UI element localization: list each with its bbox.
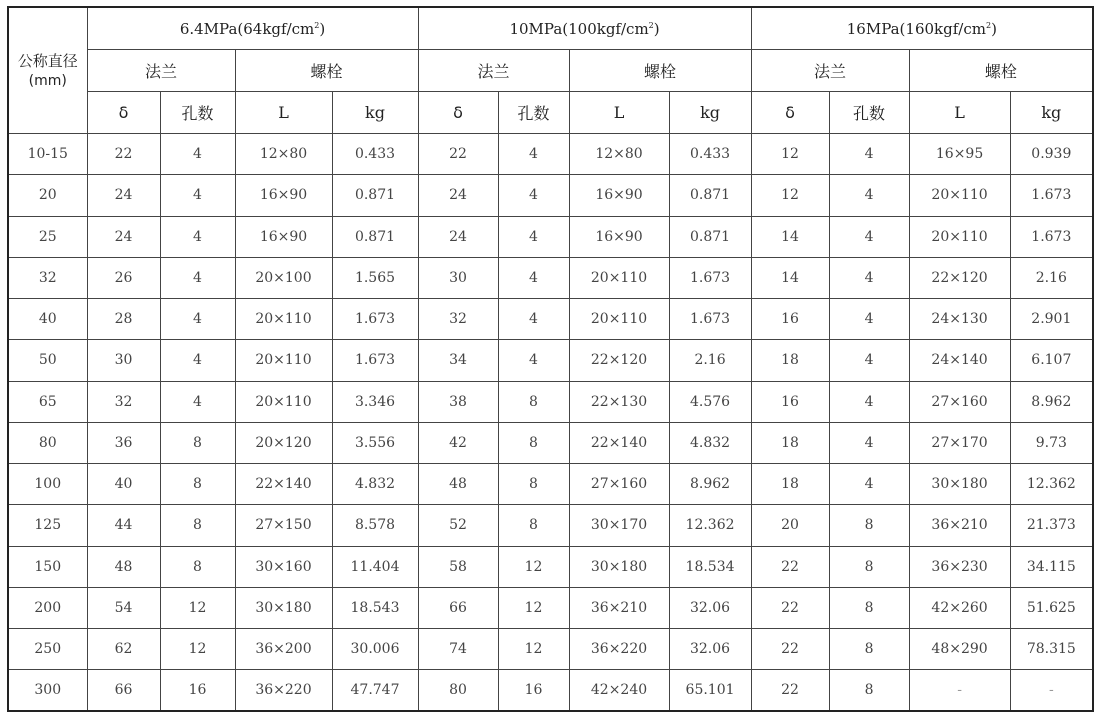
bolt-length-cell: 24×140 [909,340,1010,381]
hole-count-cell: 4 [498,299,569,340]
flange-thickness-cell: 66 [418,587,498,628]
hole-count-cell: 12 [498,546,569,587]
nominal-diameter-label: 公称直径 [17,51,78,70]
table-row [8,175,1093,216]
flange-thickness-cell: 24 [418,175,498,216]
flange-thickness-cell: 22 [751,670,829,711]
bolt-length-cell: 12×80 [235,134,332,175]
flange-thickness-cell: 28 [87,299,160,340]
flange-thickness-cell: 26 [87,257,160,298]
bolt-length-cell: 27×160 [909,381,1010,422]
bolt-length-cell: 22×130 [569,381,669,422]
pressure-class-exponent: 2 [648,20,654,30]
bolt-weight-cell: 9.73 [1010,422,1093,463]
pressure-class-header-2 [418,7,751,50]
hole-count-cell: 4 [829,422,909,463]
bolt-weight-cell: 1.673 [332,340,418,381]
bolt-length-cell: 27×160 [569,464,669,505]
flange-thickness-cell: 38 [418,381,498,422]
hole-count-cell: 8 [498,381,569,422]
bolt-weight-cell: 2.16 [1010,257,1093,298]
bolt-length-cell: 36×230 [909,546,1010,587]
bolt-weight-cell: 47.747 [332,670,418,711]
hole-count-cell: 4 [160,257,235,298]
bolt-length-cell: 16×95 [909,134,1010,175]
hole-count-cell: 4 [160,299,235,340]
flange-thickness-cell: 44 [87,505,160,546]
flange-thickness-cell: 16 [751,381,829,422]
bolt-weight-cell: 2.901 [1010,299,1093,340]
flange-thickness-cell: 22 [418,134,498,175]
table-row [8,422,1093,463]
bolt-length-header: L [569,92,669,134]
bolt-length-cell: 20×110 [235,299,332,340]
hole-count-cell: 4 [498,257,569,298]
bolt-length-header: L [235,92,332,134]
flange-header: 法兰 [751,50,909,92]
thickness-header: δ [418,92,498,134]
bolt-length-cell: 22×140 [235,464,332,505]
flange-thickness-cell: 18 [751,340,829,381]
bolt-weight-cell: 32.06 [669,587,751,628]
nominal-diameter-cell: 10-15 [8,134,87,175]
flange-thickness-cell: 24 [87,175,160,216]
flange-thickness-cell: 12 [751,175,829,216]
flange-thickness-cell: 12 [751,134,829,175]
bolt-weight-cell: 65.101 [669,670,751,711]
hole-count-cell: 8 [498,422,569,463]
nominal-diameter-cell: 20 [8,175,87,216]
bolt-length-cell: 36×210 [909,505,1010,546]
bolt-length-cell: 30×180 [569,546,669,587]
bolt-length-cell: 36×220 [235,670,332,711]
bolt-weight-cell: 34.115 [1010,546,1093,587]
flange-thickness-cell: 62 [87,629,160,670]
bolt-weight-cell: 2.16 [669,340,751,381]
hole-count-cell: 8 [829,546,909,587]
table-row [8,216,1093,257]
table-row [8,670,1093,711]
bolt-length-cell: 30×180 [909,464,1010,505]
flange-thickness-cell: 16 [751,299,829,340]
bolt-length-cell: 36×210 [569,587,669,628]
bolt-weight-cell: 1.565 [332,257,418,298]
table-row [8,629,1093,670]
bolt-length-cell: 12×80 [569,134,669,175]
hole-count-header: 孔数 [160,92,235,134]
nominal-diameter-cell: 50 [8,340,87,381]
bolt-weight-cell: 1.673 [669,257,751,298]
hole-count-cell: 4 [829,216,909,257]
nominal-diameter-cell: 150 [8,546,87,587]
bolt-length-cell: 20×110 [569,299,669,340]
bolt-length-cell: 48×290 [909,629,1010,670]
flange-thickness-cell: 54 [87,587,160,628]
flange-thickness-cell: 48 [418,464,498,505]
bolt-weight-cell: 51.625 [1010,587,1093,628]
bolt-weight-cell: 32.06 [669,629,751,670]
flange-thickness-cell: 74 [418,629,498,670]
thickness-header: δ [751,92,829,134]
bolt-length-cell: 36×220 [569,629,669,670]
nominal-diameter-cell: 125 [8,505,87,546]
bolt-weight-header: kg [669,92,751,134]
bolt-weight-cell: 8.578 [332,505,418,546]
flange-thickness-cell: 14 [751,257,829,298]
hole-count-cell: 4 [160,134,235,175]
flange-thickness-cell: 66 [87,670,160,711]
flange-thickness-cell: 22 [751,546,829,587]
table-row [8,299,1093,340]
flange-thickness-cell: 32 [418,299,498,340]
flange-thickness-cell: 22 [751,587,829,628]
flange-thickness-cell: 52 [418,505,498,546]
hole-count-cell: 8 [829,670,909,711]
hole-count-cell: 4 [160,381,235,422]
bolt-weight-cell: 3.346 [332,381,418,422]
bolt-weight-cell: 6.107 [1010,340,1093,381]
bolt-weight-cell: 1.673 [332,299,418,340]
table-row [8,134,1093,175]
hole-count-cell: 4 [498,134,569,175]
bolt-weight-cell: 4.832 [332,464,418,505]
bolt-weight-cell: 8.962 [669,464,751,505]
hole-count-cell: 4 [160,216,235,257]
bolt-weight-cell: 0.871 [332,175,418,216]
hole-count-cell: 4 [160,340,235,381]
hole-count-cell: 8 [160,505,235,546]
nominal-diameter-header [8,7,87,134]
nominal-diameter-cell: 200 [8,587,87,628]
bolt-weight-cell: 0.871 [669,216,751,257]
bolt-weight-cell: 4.576 [669,381,751,422]
pressure-class-label: 16MPa(160kgf/cm [846,19,986,38]
bolt-length-cell: 30×170 [569,505,669,546]
bolt-weight-cell: 12.362 [1010,464,1093,505]
pressure-class-label: 10MPa(100kgf/cm [509,19,649,38]
bolt-weight-cell: 12.362 [669,505,751,546]
hole-count-cell: 8 [498,505,569,546]
bolt-length-cell: 20×110 [235,340,332,381]
bolt-length-header: L [909,92,1010,134]
bolt-weight-cell: 21.373 [1010,505,1093,546]
flange-bolt-spec-table [7,6,1094,712]
bolt-weight-cell: 1.673 [1010,216,1093,257]
part-group-header-row [8,50,1093,92]
hole-count-cell: 4 [498,175,569,216]
flange-thickness-cell: 34 [418,340,498,381]
bolt-length-cell: 16×90 [235,216,332,257]
hole-count-cell: 4 [829,257,909,298]
flange-thickness-cell: 40 [87,464,160,505]
hole-count-cell: 4 [160,175,235,216]
hole-count-cell: 8 [160,422,235,463]
pressure-class-paren: ) [319,19,326,38]
hole-count-cell: 4 [829,134,909,175]
bolt-length-cell: 42×260 [909,587,1010,628]
table-row [8,257,1093,298]
nominal-diameter-cell: 80 [8,422,87,463]
flange-thickness-cell: 24 [418,216,498,257]
column-header-row [8,92,1093,134]
bolt-weight-cell: 0.433 [669,134,751,175]
flange-thickness-cell: 30 [418,257,498,298]
thickness-header: δ [87,92,160,134]
pressure-class-header-1 [87,7,418,50]
bolt-weight-header: kg [1010,92,1093,134]
bolt-length-cell: 16×90 [569,216,669,257]
nominal-diameter-cell: 32 [8,257,87,298]
hole-count-cell: 16 [498,670,569,711]
pressure-class-paren: ) [991,19,997,38]
nominal-diameter-cell: 100 [8,464,87,505]
bolt-length-cell: - [909,670,1010,711]
hole-count-cell: 4 [829,175,909,216]
bolt-weight-cell: 8.962 [1010,381,1093,422]
bolt-weight-cell: 78.315 [1010,629,1093,670]
flange-thickness-cell: 32 [87,381,160,422]
bolt-weight-cell: 18.543 [332,587,418,628]
bolt-length-cell: 16×90 [569,175,669,216]
flange-thickness-cell: 20 [751,505,829,546]
bolt-length-cell: 20×110 [909,175,1010,216]
bolt-weight-cell: 18.534 [669,546,751,587]
bolt-length-cell: 20×110 [909,216,1010,257]
flange-thickness-cell: 22 [87,134,160,175]
hole-count-cell: 8 [829,629,909,670]
nominal-diameter-cell: 25 [8,216,87,257]
bolt-weight-cell: 4.832 [669,422,751,463]
flange-thickness-cell: 18 [751,422,829,463]
bolt-length-cell: 36×200 [235,629,332,670]
hole-count-cell: 4 [829,299,909,340]
nominal-diameter-unit: (mm) [28,72,67,89]
bolt-length-cell: 16×90 [235,175,332,216]
hole-count-header: 孔数 [498,92,569,134]
flange-thickness-cell: 22 [751,629,829,670]
bolt-header: 螺栓 [235,50,418,92]
bolt-weight-cell: 0.871 [332,216,418,257]
hole-count-cell: 16 [160,670,235,711]
bolt-weight-cell: 30.006 [332,629,418,670]
bolt-length-cell: 20×120 [235,422,332,463]
bolt-length-cell: 20×100 [235,257,332,298]
bolt-weight-cell: 0.871 [669,175,751,216]
table-row [8,381,1093,422]
bolt-length-cell: 20×110 [569,257,669,298]
bolt-header: 螺栓 [909,50,1093,92]
bolt-header: 螺栓 [569,50,751,92]
table-body [8,134,1093,712]
flange-thickness-cell: 58 [418,546,498,587]
bolt-length-cell: 42×240 [569,670,669,711]
bolt-length-cell: 22×140 [569,422,669,463]
bolt-length-cell: 27×170 [909,422,1010,463]
table-row [8,340,1093,381]
bolt-weight-header: kg [332,92,418,134]
hole-count-cell: 8 [160,546,235,587]
bolt-length-cell: 30×180 [235,587,332,628]
flange-header: 法兰 [87,50,235,92]
pressure-class-label: 6.4MPa(64kgf/cm [179,19,315,38]
hole-count-cell: 4 [829,464,909,505]
hole-count-cell: 12 [498,629,569,670]
table-row [8,464,1093,505]
bolt-weight-cell: 0.939 [1010,134,1093,175]
table-row [8,587,1093,628]
bolt-length-cell: 24×130 [909,299,1010,340]
table-row [8,546,1093,587]
hole-count-header: 孔数 [829,92,909,134]
flange-thickness-cell: 24 [87,216,160,257]
pressure-class-header-3 [751,7,1093,50]
flange-thickness-cell: 36 [87,422,160,463]
hole-count-cell: 4 [829,381,909,422]
bolt-length-cell: 20×110 [235,381,332,422]
hole-count-cell: 4 [829,340,909,381]
hole-count-cell: 4 [498,340,569,381]
bolt-length-cell: 22×120 [909,257,1010,298]
bolt-length-cell: 27×150 [235,505,332,546]
pressure-class-exponent: 2 [985,20,992,30]
flange-thickness-cell: 42 [418,422,498,463]
pressure-class-exponent: 2 [314,20,320,30]
flange-thickness-cell: 30 [87,340,160,381]
bolt-weight-cell: 3.556 [332,422,418,463]
nominal-diameter-cell: 300 [8,670,87,711]
flange-thickness-cell: 14 [751,216,829,257]
bolt-weight-cell: 0.433 [332,134,418,175]
hole-count-cell: 8 [829,587,909,628]
flange-thickness-cell: 80 [418,670,498,711]
nominal-diameter-cell: 250 [8,629,87,670]
hole-count-cell: 4 [498,216,569,257]
bolt-weight-cell: 11.404 [332,546,418,587]
nominal-diameter-cell: 40 [8,299,87,340]
flange-thickness-cell: 18 [751,464,829,505]
hole-count-cell: 12 [498,587,569,628]
flange-header: 法兰 [418,50,569,92]
hole-count-cell: 12 [160,629,235,670]
hole-count-cell: 8 [829,505,909,546]
hole-count-cell: 8 [160,464,235,505]
bolt-length-cell: 30×160 [235,546,332,587]
table-row [8,505,1093,546]
hole-count-cell: 12 [160,587,235,628]
bolt-weight-cell: - [1010,670,1093,711]
bolt-weight-cell: 1.673 [669,299,751,340]
bolt-length-cell: 22×120 [569,340,669,381]
flange-thickness-cell: 48 [87,546,160,587]
bolt-weight-cell: 1.673 [1010,175,1093,216]
hole-count-cell: 8 [498,464,569,505]
pressure-class-header-row [8,7,1093,50]
nominal-diameter-cell: 65 [8,381,87,422]
pressure-class-paren: ) [653,19,660,38]
